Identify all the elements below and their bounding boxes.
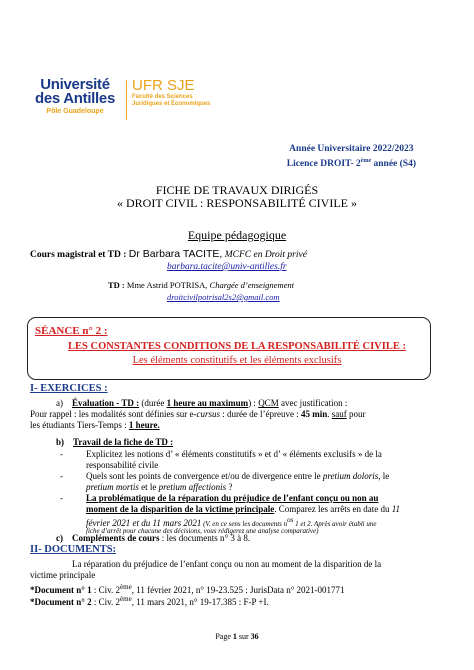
td-tutor-line: TD : Mme Astrid POTRISA, Chargée d’enseignement (108, 280, 294, 290)
exercise-b2: Quels sont les points de convergence et/ou de divergence entre le pretium doloris, le (86, 471, 390, 481)
exercise-b1-cont: responsabilité civile (86, 460, 159, 470)
page-number: Page 1 sur 36 (215, 632, 259, 641)
exercise-b: b) Travail de la fiche de TD : (56, 437, 174, 447)
exercises-heading: I- EXERCICES : (30, 383, 108, 394)
rappel-line: Pour rappel : les modalités sont définies sur e-cursus : durée de l’épreuve : 45 min. sauf pour (30, 409, 366, 419)
documents-intro-cont: victime principale (30, 570, 96, 580)
logo-pole: Pôle Guadeloupe (46, 108, 104, 115)
exercise-c: c) Compléments de cours : les documents n° 3 à 8. (56, 533, 251, 543)
documents-intro: La réparation du préjudice de l’enfant conçu ou non au moment de la disparition de la (72, 559, 382, 569)
logo-divider (126, 80, 127, 120)
documents-heading: II- DOCUMENTS: (30, 544, 117, 555)
logo-university-line2: des Antilles (34, 90, 116, 107)
logo-university-line1: Université (40, 76, 110, 93)
exercise-b3-cont: moment de la disparition de la victime principale. Comparez les arrêts en date du 11 (86, 504, 401, 514)
logo-faculty-line2: Juridiques et Économiques (132, 101, 211, 107)
document-1: *Document n° 1 : Civ. 2ème, 11 février 2021, n° 19-23.525 : JurisData n° 2021-001771 (30, 583, 345, 595)
session-subtitle: Les éléments constitutifs et les éléments exclusifs (132, 355, 342, 366)
licence-level: Licence DROIT- 2ème année (S4) (286, 158, 416, 170)
list-bullet: - (60, 471, 63, 481)
academic-year-block (287, 143, 416, 170)
document-2: *Document n° 2 : Civ. 2ème, 11 mars 2021, n° 19-17.385 : F-P +I. (30, 595, 269, 607)
td-tutor-email-link[interactable]: droitcivilpotrisal2s2@gmail.com (167, 292, 280, 302)
session-title: LES CONSTANTES CONDITIONS DE LA RESPONSABILITÉ CIVILE : (68, 341, 406, 352)
tiers-temps-line: les étudiants Tiers-Temps : 1 heure. (30, 420, 160, 430)
logo-ufr: UFR SJE (132, 77, 195, 94)
exercise-b2-cont: pretium mortis et le pretium affectionis ? (86, 482, 233, 492)
team-heading: Equipe pédagogique (187, 228, 287, 242)
university-wordmark (30, 78, 120, 115)
exercise-b1: Explicitez les notions d’ « éléments constitutifs » et d’ « éléments exclusifs » de la (86, 449, 382, 459)
exercise-b3-cont2: février 2021 et du 11 mars 2021 (V. en ce sens les documents $n^{os}$ 1 et 2. Après avoir établi une (86, 516, 377, 528)
list-bullet: - (60, 493, 63, 503)
exercise-b3-cont3: fiche d’arrêt pour chacune des décisions, vous rédigerez une analyse comparative) (86, 527, 319, 535)
academic-year: Année Universitaire 2022/2023 (289, 144, 414, 154)
university-logo (30, 78, 220, 124)
document-title-line1: FICHE DE TRAVAUX DIRIGÉS (155, 183, 319, 197)
document-title-line2: « DROIT CIVIL : RESPONSABILITÉ CIVILE » (117, 196, 357, 210)
session-label: SÉANCE n° 2 : (35, 325, 108, 337)
exercise-b3: La problématique de la réparation du préjudice de l’enfant conçu ou non au (86, 493, 379, 503)
list-bullet: - (60, 449, 63, 459)
logo-faculty-line1: Faculté des Sciences (132, 94, 193, 100)
lecturer-line: Cours magistral et TD : Dr Barbara TACITE, MCFC en Droit privé (30, 248, 307, 260)
ufr-wordmark (132, 78, 210, 108)
lecturer-email-link[interactable]: barbara.tacite@univ-antilles.fr (167, 262, 287, 272)
exercise-a: a) Évaluation - TD : (durée 1 heure au maximum) : QCM avec justification : (56, 398, 348, 408)
